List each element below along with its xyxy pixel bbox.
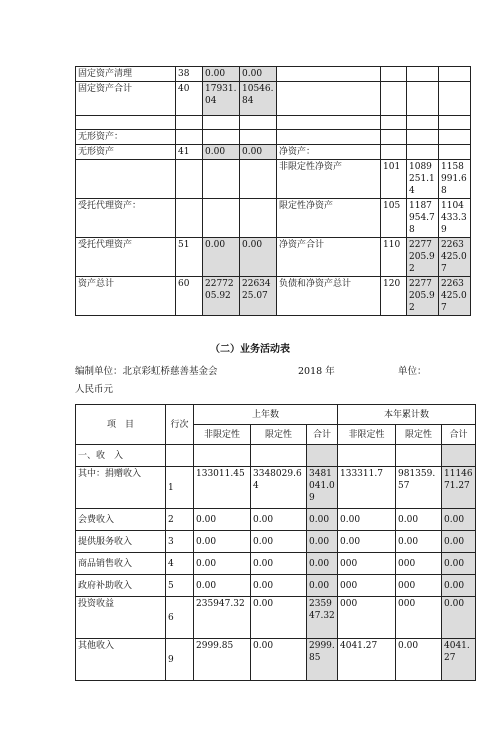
item-name: 非限定性净资产 <box>277 160 381 199</box>
value-cell <box>307 445 338 467</box>
value-cell: 0.00 <box>251 531 307 553</box>
value-cell <box>407 82 439 116</box>
value-cell: 2277205.92 <box>407 277 439 316</box>
item-name: 受托代理资产： <box>76 199 176 238</box>
header-item: 项 目 <box>76 405 166 445</box>
value-cell: 1114671.27 <box>442 467 476 509</box>
value-cell <box>407 130 439 145</box>
value-cell: 0.00 <box>442 553 476 575</box>
value-cell: 0.00 <box>442 531 476 553</box>
value-cell <box>203 130 240 145</box>
line-number: 38 <box>176 67 203 82</box>
line-number <box>381 116 407 130</box>
item-name: 限定性净资产 <box>277 199 381 238</box>
header-unrestricted: 非限定性 <box>194 425 251 445</box>
line-number: 51 <box>176 238 203 277</box>
org-name: 编制单位：北京彩虹桥慈善基金会 <box>75 366 218 377</box>
value-cell: 000 <box>338 575 396 597</box>
item-name: 无形资产 <box>76 145 176 160</box>
item-name: 净资产： <box>277 145 381 160</box>
value-cell: 0.00 <box>442 509 476 531</box>
table-row <box>76 575 476 597</box>
line-number <box>176 160 203 199</box>
value-cell: 2277205.92 <box>203 277 240 316</box>
line-number <box>176 199 203 238</box>
value-cell: 2263425.07 <box>439 238 471 277</box>
value-cell: 000 <box>396 553 442 575</box>
line-number: 9 <box>166 639 194 681</box>
section-title: （二）业务活动表 <box>210 344 290 355</box>
line-number <box>381 145 407 160</box>
table-row <box>76 509 476 531</box>
item-name <box>277 82 381 116</box>
value-cell <box>203 199 240 238</box>
value-cell: 0.00 <box>307 575 338 597</box>
value-cell <box>240 199 277 238</box>
item-name: 资产总计 <box>76 277 176 316</box>
value-cell: 0.00 <box>240 67 277 82</box>
value-cell: 0.00 <box>194 509 251 531</box>
item-name: 固定资产清理 <box>76 67 176 82</box>
item-name: 商品销售收入 <box>76 553 166 575</box>
value-cell <box>203 116 240 130</box>
value-cell: 2263425.07 <box>439 277 471 316</box>
value-cell <box>439 116 471 130</box>
line-number <box>381 82 407 116</box>
line-number: 5 <box>166 575 194 597</box>
line-number <box>381 67 407 82</box>
value-cell <box>396 445 442 467</box>
header-total: 合计 <box>307 425 338 445</box>
value-cell: 235947.32 <box>307 597 338 639</box>
value-cell: 0.00 <box>396 509 442 531</box>
line-number: 60 <box>176 277 203 316</box>
header-restricted: 限定性 <box>396 425 442 445</box>
item-name <box>277 130 381 145</box>
value-cell: 2277205.92 <box>407 238 439 277</box>
item-name: 会费收入 <box>76 509 166 531</box>
value-cell: 1104433.39 <box>439 199 471 238</box>
line-number: 105 <box>381 199 407 238</box>
item-name <box>76 160 176 199</box>
value-cell: 000 <box>396 597 442 639</box>
item-name: 净资产合计 <box>277 238 381 277</box>
value-cell: 0.00 <box>194 575 251 597</box>
value-cell: 3481041.09 <box>307 467 338 509</box>
line-number: 3 <box>166 531 194 553</box>
table-row <box>76 82 471 116</box>
item-name: 无形资产： <box>76 130 176 145</box>
value-cell: 0.00 <box>251 509 307 531</box>
value-cell: 17931.04 <box>203 82 240 116</box>
value-cell: 0.00 <box>203 238 240 277</box>
value-cell <box>240 130 277 145</box>
header-prev-year: 上年数 <box>194 405 338 425</box>
value-cell: 2999.85 <box>194 639 251 681</box>
value-cell <box>442 445 476 467</box>
header-unrestricted: 非限定性 <box>338 425 396 445</box>
value-cell <box>240 160 277 199</box>
item-name: 受托代理资产 <box>76 238 176 277</box>
line-number: 6 <box>166 597 194 639</box>
value-cell: 0.00 <box>240 238 277 277</box>
table-row <box>76 553 476 575</box>
currency-label: 人民币元 <box>75 384 114 395</box>
value-cell: 2999.85 <box>307 639 338 681</box>
value-cell: 0.00 <box>203 67 240 82</box>
item-name: 固定资产合计 <box>76 82 176 116</box>
unit-label: 单位： <box>398 366 427 377</box>
value-cell: 0.00 <box>396 639 442 681</box>
table-row <box>76 160 471 199</box>
item-name: 提供服务收入 <box>76 531 166 553</box>
table-row <box>76 597 476 639</box>
value-cell: 0.00 <box>194 553 251 575</box>
value-cell: 2263425.07 <box>240 277 277 316</box>
value-cell: 0.00 <box>251 639 307 681</box>
activity-table <box>75 404 476 681</box>
value-cell: 1158991.68 <box>439 160 471 199</box>
value-cell: 0.00 <box>307 509 338 531</box>
value-cell <box>407 116 439 130</box>
value-cell: 0.00 <box>307 553 338 575</box>
value-cell: 4041.27 <box>442 639 476 681</box>
value-cell <box>439 130 471 145</box>
value-cell: 235947.32 <box>194 597 251 639</box>
table-row <box>76 67 471 82</box>
table-row <box>76 116 471 130</box>
value-cell <box>203 160 240 199</box>
value-cell: 0.00 <box>307 531 338 553</box>
value-cell <box>407 67 439 82</box>
value-cell: 000 <box>338 597 396 639</box>
item-name <box>277 67 381 82</box>
header-total: 合计 <box>442 425 476 445</box>
value-cell: 0.00 <box>203 145 240 160</box>
line-number: 101 <box>381 160 407 199</box>
header-line: 行次 <box>166 405 194 445</box>
value-cell: 1187954.78 <box>407 199 439 238</box>
item-name <box>277 116 381 130</box>
value-cell: 0.00 <box>396 531 442 553</box>
value-cell <box>240 116 277 130</box>
line-number <box>166 445 194 467</box>
header-current-year: 本年累计数 <box>338 405 476 425</box>
value-cell: 1089251.14 <box>407 160 439 199</box>
value-cell: 0.00 <box>338 531 396 553</box>
table-row <box>76 145 471 160</box>
value-cell: 0.00 <box>240 145 277 160</box>
item-name <box>76 116 176 130</box>
line-number: 120 <box>381 277 407 316</box>
value-cell <box>338 445 396 467</box>
table-row <box>76 467 476 509</box>
value-cell: 0.00 <box>251 575 307 597</box>
value-cell: 133311.7 <box>338 467 396 509</box>
value-cell <box>439 67 471 82</box>
value-cell: 10546.84 <box>240 82 277 116</box>
value-cell: 0.00 <box>251 553 307 575</box>
value-cell: 133011.45 <box>194 467 251 509</box>
table-row <box>76 445 476 467</box>
value-cell: 0.00 <box>338 509 396 531</box>
header-restricted: 限定性 <box>251 425 307 445</box>
value-cell <box>251 445 307 467</box>
value-cell <box>194 445 251 467</box>
line-number: 40 <box>176 82 203 116</box>
table-row <box>76 531 476 553</box>
value-cell: 000 <box>396 575 442 597</box>
line-number <box>176 130 203 145</box>
item-name: 投资收益 <box>76 597 166 639</box>
line-number <box>176 116 203 130</box>
line-number: 2 <box>166 509 194 531</box>
value-cell: 3348029.64 <box>251 467 307 509</box>
value-cell: 0.00 <box>194 531 251 553</box>
item-name: 一、收 入 <box>76 445 166 467</box>
value-cell: 000 <box>338 553 396 575</box>
table-row <box>76 199 471 238</box>
table-row <box>76 639 476 681</box>
balance-sheet-table <box>75 66 471 316</box>
table-row <box>76 277 471 316</box>
value-cell: 0.00 <box>251 597 307 639</box>
item-name: 政府补助收入 <box>76 575 166 597</box>
value-cell <box>439 82 471 116</box>
table-row <box>76 130 471 145</box>
value-cell: 0.00 <box>442 597 476 639</box>
header-row <box>76 405 476 425</box>
value-cell <box>407 145 439 160</box>
report-year: 2018 年 <box>298 366 335 377</box>
line-number: 1 <box>166 467 194 509</box>
line-number: 110 <box>381 238 407 277</box>
item-name: 其中：捐赠收入 <box>76 467 166 509</box>
value-cell: 4041.27 <box>338 639 396 681</box>
line-number: 4 <box>166 553 194 575</box>
value-cell: 981359.57 <box>396 467 442 509</box>
item-name: 其他收入 <box>76 639 166 681</box>
value-cell <box>439 145 471 160</box>
table-row <box>76 238 471 277</box>
value-cell: 0.00 <box>442 575 476 597</box>
line-number: 41 <box>176 145 203 160</box>
item-name: 负债和净资产总计 <box>277 277 381 316</box>
line-number <box>381 130 407 145</box>
